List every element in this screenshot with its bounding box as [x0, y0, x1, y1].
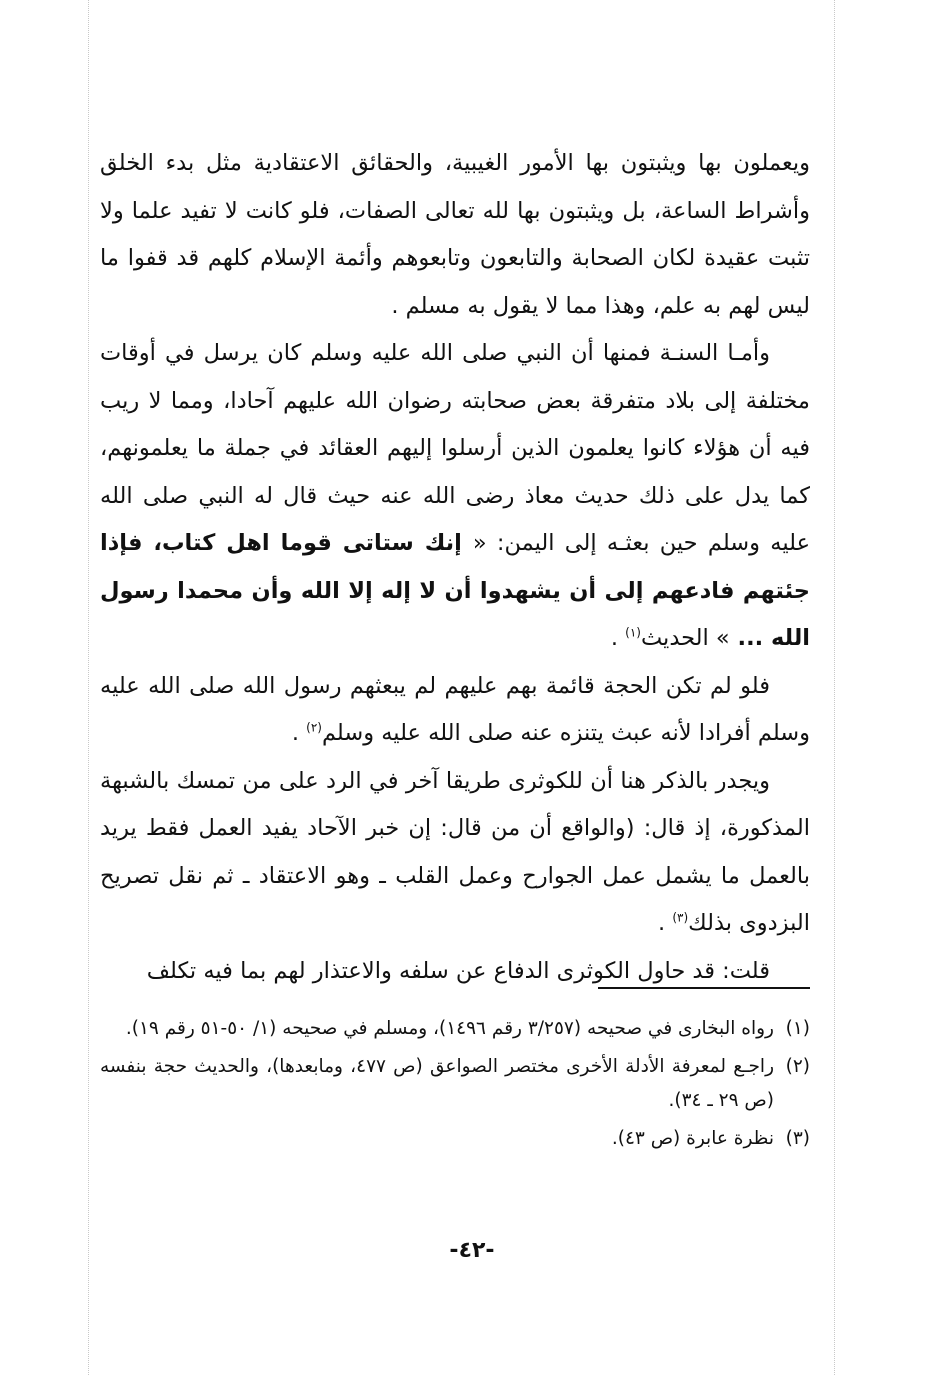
paragraph-3-text: فلو لم تكن الحجة قائمة بهم عليهم لم يبعثهم رسول الله صلى الله عليه وسلم أفرادا لأنه عبث يتنزه عنه صلى الله عليه وسلم — [100, 672, 810, 746]
paragraph-5: قلت: قد حاول الكوثرى الدفاع عن سلفه والاعتذار لهم بما فيه تكلف — [146, 957, 770, 984]
main-text — [100, 140, 810, 995]
paragraph-3 — [100, 663, 810, 758]
paragraph-1: ويعملون بها ويثبتون بها الأمور الغيبية، والحقائق الاعتقادية مثل بدء الخلق وأشراط الساعة، بل ويثبتون بها لله تعالى الصفات، فلو كانت لا تفيد علما ولا تثبت عقيدة لكان الصحابة والتابعون وتابعوهم وأئمة الإسلام كلهم قد قفوا ما ليس لهم به علم، وهذا مما لا يقول به مسلم . — [100, 150, 810, 319]
footnote-2 — [100, 1050, 810, 1118]
footnote-divider — [598, 987, 810, 989]
footnote-text: راجـع لمعرفة الأدلة الأخرى مختصر الصواعق (ص ٤٧٧، ومابعدها)، والحديث حجة بنفسه (ص ٢٩ ـ ٣٤). — [100, 1056, 775, 1111]
page-number: -٤٢- — [449, 1238, 495, 1263]
footnote-text: نظرة عابرة (ص ٤٣). — [611, 1128, 774, 1149]
footnote-ref-1: (١) — [625, 625, 641, 640]
paragraph-3-end: . — [291, 720, 307, 746]
footnote-1 — [100, 1012, 810, 1046]
paragraph-4-text: ويجدر بالذكر هنا أن للكوثرى طريقا آخر في الرد على من تمسك بالشبهة المذكورة، إذ قال: (والواقع أن من قال: إن خبر الآحاد يفيد العمل فقط يريد بالعمل ما يشمل عمل الجوارح وعمل القلب ـ وهو الاعتقاد ـ ثم نقل تصريح البزدوى بذلك — [100, 767, 810, 936]
footnote-number: (٢) — [785, 1056, 810, 1077]
scan-edge-right — [834, 0, 835, 1375]
paragraph-4-end: . — [658, 910, 673, 936]
footnote-number: (٣) — [785, 1128, 810, 1149]
footnote-number: (١) — [785, 1018, 810, 1039]
paragraph-2-tail: » الحديث — [640, 625, 730, 651]
paragraph-2-text: وأمـا السنـة فمنها أن النبي صلى الله عليه وسلم كان يرسل في أوقات مختلفة إلى بلاد متفرقة بعض صحابته رضوان الله عليهم آحادا، ومما لا ريب فيه أن هؤلاء كانوا يعلمون الذين أرسلوا إليهم العقائد في جملة ما يعلمونهم، كما يدل على ذلك حديث معاذ رضى الله عنه حيث قال له النبي صلى الله عليه وسلم حين بعثـه إلى اليمن: « — [100, 340, 811, 556]
footnote-ref-3: (٣) — [672, 910, 689, 925]
footnote-ref-2: (٢) — [306, 720, 322, 735]
paragraph-2 — [100, 330, 810, 663]
paragraph-4 — [100, 758, 810, 948]
paragraph-2-end: . — [610, 625, 626, 651]
footnote-text: رواه البخارى في صحيحه (٣/٢٥٧ رقم ١٤٩٦)، ومسلم في صحيحه (١/ ٥٠-٥١ رقم ١٩). — [125, 1018, 774, 1039]
footnotes — [100, 1012, 810, 1160]
footnote-3 — [100, 1122, 810, 1156]
scan-edge-left — [88, 0, 89, 1375]
hadith-quote: إنك ستاتى قوما اهل كتاب، فإذا جئتهم فادعهم إلى أن يشهدوا أن لا إله إلا الله وأن محمدا رسول الله ... — [100, 530, 810, 651]
